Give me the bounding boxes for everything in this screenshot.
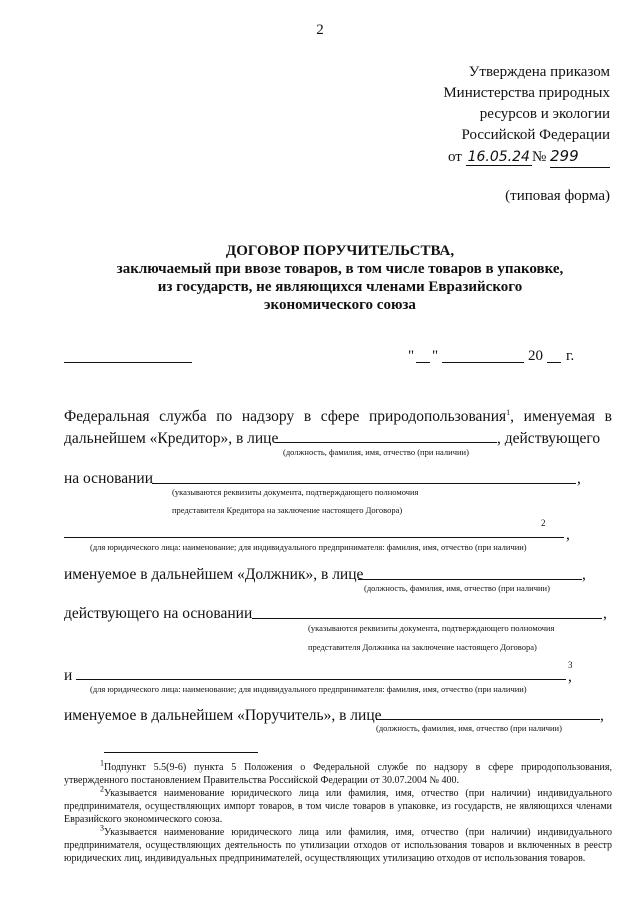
hint-guarantor-position: (должность, фамилия, имя, отчество (при наличии) [376, 723, 562, 733]
day-blank[interactable] [416, 362, 430, 363]
approval-date-prefix: от [447, 149, 462, 165]
footnote-1-num: 1 [100, 758, 104, 768]
approval-line-1: Утверждена приказом [468, 64, 610, 80]
creditor-line-2a: дальнейшем «Кредитор», в лице [64, 430, 279, 447]
debtor-basis-blank[interactable] [252, 618, 602, 619]
approval-number-handwritten: 299 [550, 146, 610, 168]
year-suffix: г. [566, 348, 575, 364]
footnote-ref-1[interactable]: 1 [506, 407, 511, 417]
form-type-label: (типовая форма) [505, 188, 610, 204]
footnote-2-num: 2 [100, 784, 104, 794]
hint-creditor-position: (должность, фамилия, имя, отчество (при наличии) [283, 447, 469, 457]
day-quote-close: " [432, 348, 439, 364]
debtor-entity-comma: , [566, 526, 570, 543]
year-prefix: 20 [528, 348, 543, 364]
footnote-3 [64, 823, 612, 865]
title-line-3: из государств, не являющихся членами Евразийского [157, 279, 523, 295]
hint-debtor-doc-2: представителя Должника на заключение настоящего Договора) [308, 642, 537, 652]
approval-block [390, 62, 610, 168]
page-number: 2 [316, 22, 324, 38]
guarantor-representative-blank[interactable] [376, 719, 600, 720]
title-line-2: заключаемый при ввозе товаров, в том числе товаров в упаковке, [116, 261, 564, 277]
footnote-1-text: Подпункт 5.5(9-6) пункта 5 Положения о Федеральной службе по надзору в сфере природопользования, утвержденного постановлением Правительства Российской Федерации от 30.07.2004 № 400. [64, 762, 612, 786]
place-blank[interactable] [64, 362, 192, 363]
guarantor-label: именуемое в дальнейшем «Поручитель», в лице [64, 707, 382, 724]
creditor-basis-label: на основании [64, 470, 153, 487]
hint-creditor-doc-2: представителя Кредитора на заключение настоящего Договора) [172, 505, 403, 515]
debtor-label: именуемое в дальнейшем «Должник», в лице [64, 566, 364, 583]
creditor-line-2b: , действующего [497, 430, 601, 447]
debtor-comma: , [582, 566, 586, 583]
hint-debtor-doc-1: (указываются реквизиты документа, подтверждающего полномочия [308, 623, 555, 633]
debtor-entity-blank[interactable] [64, 537, 564, 538]
hint-creditor-doc-1: (указываются реквизиты документа, подтверждающего полномочия [172, 487, 419, 497]
hint-debtor-entity: (для юридического лица: наименование; для индивидуального предпринимателя: фамилия, имя, отчество (при наличии) [90, 542, 527, 552]
approval-line-3: ресурсов и экологии [479, 106, 610, 122]
month-blank[interactable] [442, 362, 524, 363]
guarantor-entity-comma: , [568, 668, 572, 685]
hint-debtor-position: (должность, фамилия, имя, отчество (при наличии) [364, 583, 550, 593]
year-blank[interactable] [547, 362, 561, 363]
approval-date-handwritten: 16.05.24 [467, 149, 530, 165]
creditor-line-1 [64, 406, 612, 428]
creditor-text-b: , именуемая в [510, 408, 612, 425]
footnote-ref-2[interactable]: 2 [541, 518, 546, 528]
creditor-text-a: Федеральная служба по надзору в сфере природопользования [64, 408, 507, 425]
approval-number-prefix: № [531, 149, 547, 165]
footnote-separator [104, 752, 258, 753]
debtor-acting-label: действующего на основании [64, 605, 253, 622]
hint-guarantor-entity: (для юридического лица: наименование; для индивидуального предпринимателя: фамилия, имя, отчество (при наличии) [90, 684, 527, 694]
footnote-1 [64, 758, 612, 787]
footnote-3-num: 3 [100, 823, 104, 833]
approval-date-row [390, 146, 610, 168]
contract-date-line [64, 348, 584, 370]
footnote-ref-3[interactable]: 3 [568, 660, 573, 670]
day-quote-open: " [408, 348, 415, 364]
title-line-1: ДОГОВОР ПОРУЧИТЕЛЬСТВА, [225, 243, 455, 259]
footnotes [64, 758, 612, 865]
debtor-acting-comma: , [603, 605, 607, 622]
approval-line-4: Российской Федерации [461, 127, 610, 143]
footnote-2 [64, 784, 612, 826]
creditor-basis-blank[interactable] [152, 483, 576, 484]
footnote-2-text: Указывается наименование юридического лица или фамилия, имя, отчество (при наличии) индивидуального предпринимателя, осуществляющих импорт товаров, в том числе товаров в упаковке, из государств, не являющихся членами Евразийского экономического союза. [64, 788, 612, 825]
debtor-representative-blank[interactable] [358, 579, 582, 580]
creditor-basis-comma: , [577, 470, 581, 487]
title-line-4: экономического союза [264, 297, 416, 313]
footnote-3-text: Указывается наименование юридического лица или фамилия, имя, отчество (при наличии) индивидуального предпринимателя, осуществляющих деятельность по утилизации отходов от использования товаров и включенных в реестр юридических лиц, индивидуальных предпринимателей, осуществляющих утилизацию отходов от использования товаров. [64, 827, 612, 864]
creditor-representative-blank[interactable] [275, 442, 497, 443]
guarantor-entity-blank[interactable] [76, 679, 566, 680]
and-label: и [64, 667, 73, 684]
approval-line-2: Министерства природных [443, 85, 610, 101]
document-title [60, 242, 620, 314]
guarantor-comma: , [600, 707, 604, 724]
